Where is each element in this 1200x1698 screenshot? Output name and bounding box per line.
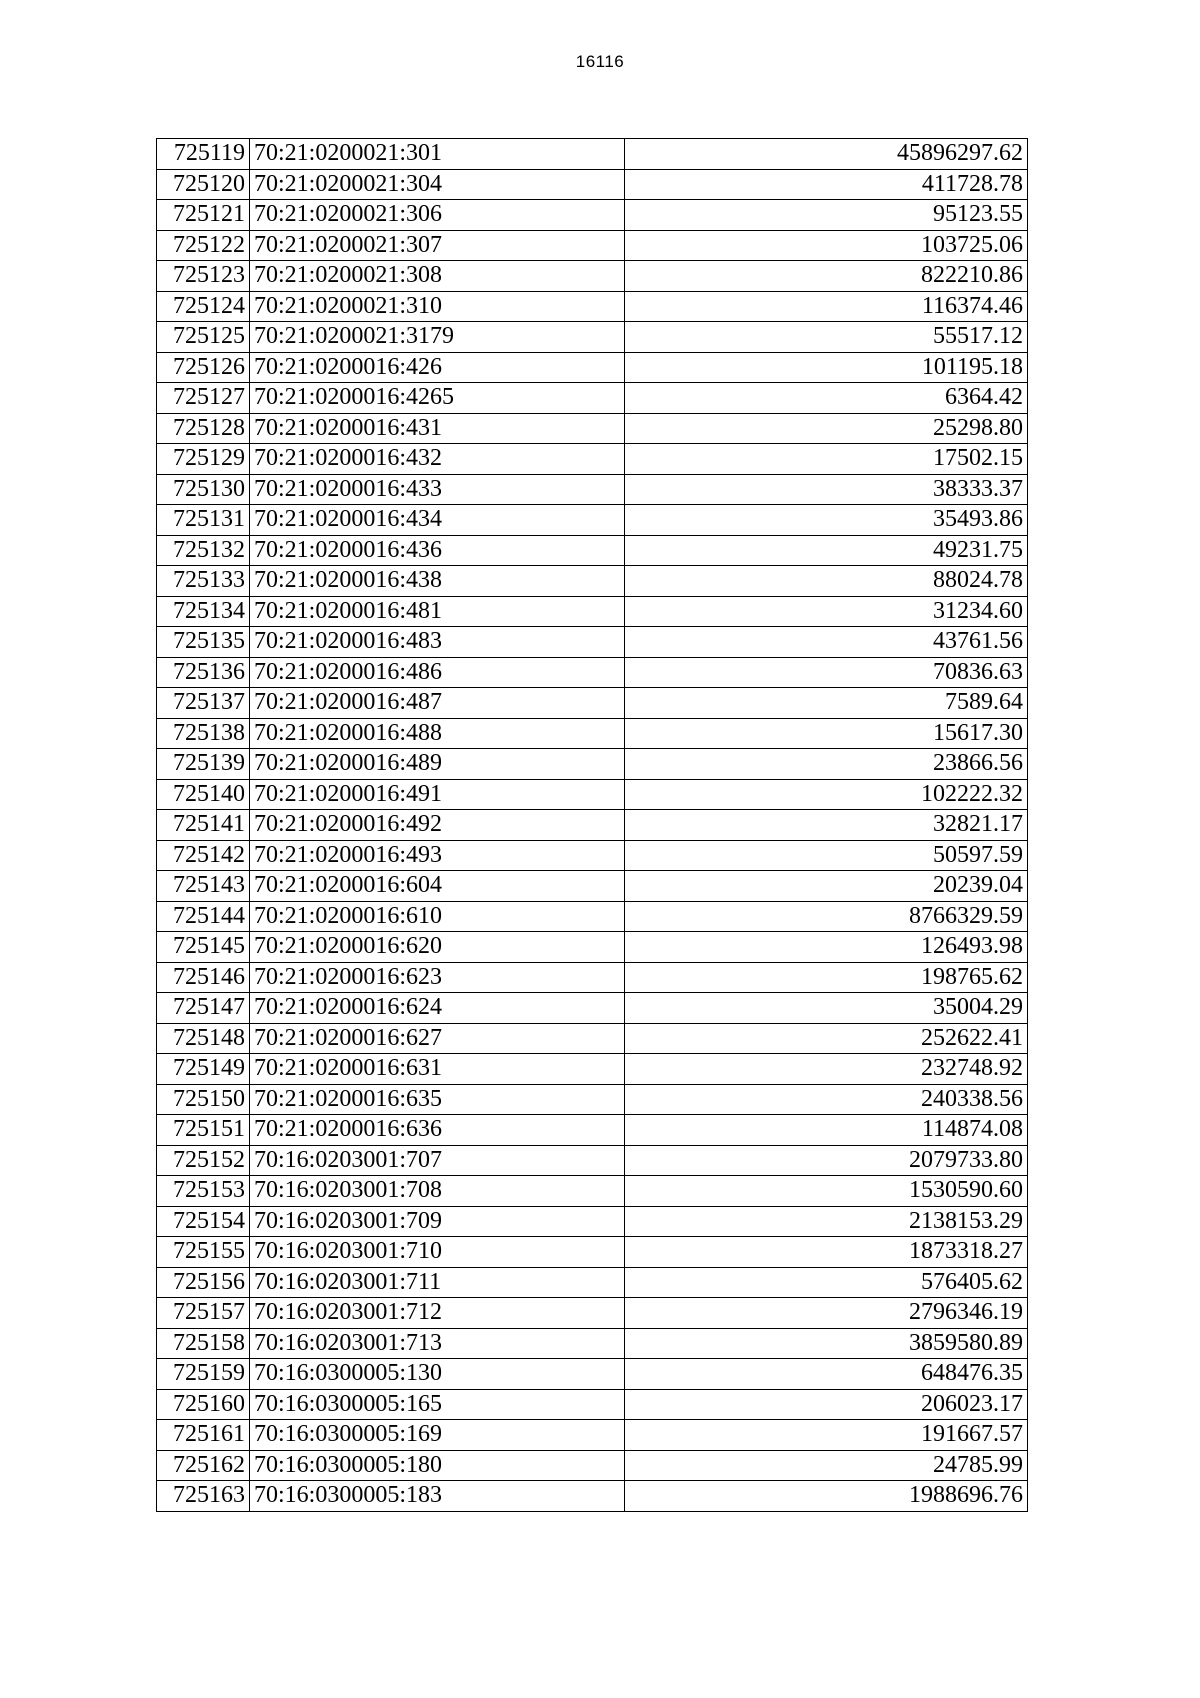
row-number-cell: 725129 — [157, 444, 250, 475]
cadastral-number-cell: 70:21:0200016:610 — [250, 901, 625, 932]
value-cell: 2138153.29 — [625, 1206, 1028, 1237]
cadastral-number-cell: 70:21:0200016:635 — [250, 1084, 625, 1115]
cadastral-number-cell: 70:21:0200016:489 — [250, 749, 625, 780]
cadastral-number-cell: 70:16:0203001:708 — [250, 1176, 625, 1207]
row-number-cell: 725162 — [157, 1450, 250, 1481]
value-cell: 95123.55 — [625, 200, 1028, 231]
table-row — [157, 261, 1028, 292]
row-number-cell: 725159 — [157, 1359, 250, 1390]
table-row — [157, 1237, 1028, 1268]
row-number-cell: 725146 — [157, 962, 250, 993]
page-number: 16116 — [575, 52, 625, 71]
value-cell: 648476.35 — [625, 1359, 1028, 1390]
table-row — [157, 169, 1028, 200]
value-cell: 103725.06 — [625, 230, 1028, 261]
table-row — [157, 1298, 1028, 1329]
cadastral-number-cell: 70:21:0200016:627 — [250, 1023, 625, 1054]
row-number-cell: 725133 — [157, 566, 250, 597]
table-row — [157, 596, 1028, 627]
cadastral-number-cell: 70:16:0300005:180 — [250, 1450, 625, 1481]
cadastral-number-cell: 70:16:0203001:710 — [250, 1237, 625, 1268]
cadastral-number-cell: 70:21:0200021:304 — [250, 169, 625, 200]
cadastral-number-cell: 70:16:0300005:169 — [250, 1420, 625, 1451]
table-row — [157, 474, 1028, 505]
row-number-cell: 725131 — [157, 505, 250, 536]
value-cell: 55517.12 — [625, 322, 1028, 353]
row-number-cell: 725145 — [157, 932, 250, 963]
value-cell: 15617.30 — [625, 718, 1028, 749]
value-cell: 822210.86 — [625, 261, 1028, 292]
value-cell: 35493.86 — [625, 505, 1028, 536]
table-row — [157, 383, 1028, 414]
value-cell: 240338.56 — [625, 1084, 1028, 1115]
cadastral-number-cell: 70:21:0200016:4265 — [250, 383, 625, 414]
table-row — [157, 505, 1028, 536]
cadastral-number-cell: 70:21:0200021:310 — [250, 291, 625, 322]
table-row — [157, 688, 1028, 719]
value-cell: 3859580.89 — [625, 1328, 1028, 1359]
cadastral-number-cell: 70:21:0200016:620 — [250, 932, 625, 963]
table-row — [157, 840, 1028, 871]
table-row — [157, 566, 1028, 597]
value-cell: 7589.64 — [625, 688, 1028, 719]
cadastral-number-cell: 70:16:0300005:130 — [250, 1359, 625, 1390]
value-cell: 101195.18 — [625, 352, 1028, 383]
table-row — [157, 444, 1028, 475]
value-cell: 43761.56 — [625, 627, 1028, 658]
table-row — [157, 1054, 1028, 1085]
row-number-cell: 725125 — [157, 322, 250, 353]
cadastral-number-cell: 70:21:0200016:487 — [250, 688, 625, 719]
cadastral-number-cell: 70:16:0203001:709 — [250, 1206, 625, 1237]
table-row — [157, 962, 1028, 993]
cadastral-number-cell: 70:21:0200021:307 — [250, 230, 625, 261]
value-cell: 411728.78 — [625, 169, 1028, 200]
cadastral-number-cell: 70:21:0200016:486 — [250, 657, 625, 688]
value-cell: 50597.59 — [625, 840, 1028, 871]
row-number-cell: 725126 — [157, 352, 250, 383]
cadastral-number-cell: 70:16:0203001:712 — [250, 1298, 625, 1329]
value-cell: 114874.08 — [625, 1115, 1028, 1146]
row-number-cell: 725141 — [157, 810, 250, 841]
row-number-cell: 725124 — [157, 291, 250, 322]
value-cell: 70836.63 — [625, 657, 1028, 688]
table-row — [157, 1145, 1028, 1176]
table-row — [157, 657, 1028, 688]
row-number-cell: 725149 — [157, 1054, 250, 1085]
row-number-cell: 725130 — [157, 474, 250, 505]
cadastral-number-cell: 70:21:0200016:488 — [250, 718, 625, 749]
row-number-cell: 725158 — [157, 1328, 250, 1359]
cadastral-number-cell: 70:16:0300005:183 — [250, 1481, 625, 1512]
value-cell: 252622.41 — [625, 1023, 1028, 1054]
table-row — [157, 1115, 1028, 1146]
value-cell: 25298.80 — [625, 413, 1028, 444]
table-row — [157, 352, 1028, 383]
cadastral-number-cell: 70:21:0200016:432 — [250, 444, 625, 475]
table-body — [157, 139, 1028, 1512]
cadastral-number-cell: 70:21:0200016:492 — [250, 810, 625, 841]
row-number-cell: 725156 — [157, 1267, 250, 1298]
row-number-cell: 725139 — [157, 749, 250, 780]
row-number-cell: 725157 — [157, 1298, 250, 1329]
table-row — [157, 871, 1028, 902]
table-row — [157, 901, 1028, 932]
row-number-cell: 725134 — [157, 596, 250, 627]
value-cell: 8766329.59 — [625, 901, 1028, 932]
row-number-cell: 725150 — [157, 1084, 250, 1115]
row-number-cell: 725137 — [157, 688, 250, 719]
table-row — [157, 1023, 1028, 1054]
value-cell: 45896297.62 — [625, 139, 1028, 170]
row-number-cell: 725132 — [157, 535, 250, 566]
cadastral-number-cell: 70:21:0200016:636 — [250, 1115, 625, 1146]
value-cell: 232748.92 — [625, 1054, 1028, 1085]
cadastral-number-cell: 70:16:0203001:707 — [250, 1145, 625, 1176]
row-number-cell: 725163 — [157, 1481, 250, 1512]
table-row — [157, 1481, 1028, 1512]
row-number-cell: 725154 — [157, 1206, 250, 1237]
table-row — [157, 1176, 1028, 1207]
cadastral-number-cell: 70:21:0200016:623 — [250, 962, 625, 993]
table-row — [157, 1206, 1028, 1237]
table-row — [157, 1389, 1028, 1420]
cadastral-number-cell: 70:21:0200021:301 — [250, 139, 625, 170]
cadastral-number-cell: 70:16:0300005:165 — [250, 1389, 625, 1420]
row-number-cell: 725153 — [157, 1176, 250, 1207]
row-number-cell: 725136 — [157, 657, 250, 688]
row-number-cell: 725121 — [157, 200, 250, 231]
table-row — [157, 200, 1028, 231]
cadastral-number-cell: 70:21:0200016:481 — [250, 596, 625, 627]
table-row — [157, 291, 1028, 322]
value-cell: 1873318.27 — [625, 1237, 1028, 1268]
row-number-cell: 725142 — [157, 840, 250, 871]
value-cell: 206023.17 — [625, 1389, 1028, 1420]
table-row — [157, 779, 1028, 810]
table-row — [157, 230, 1028, 261]
value-cell: 102222.32 — [625, 779, 1028, 810]
value-cell: 32821.17 — [625, 810, 1028, 841]
table-row — [157, 932, 1028, 963]
table-row — [157, 627, 1028, 658]
value-cell: 576405.62 — [625, 1267, 1028, 1298]
table-row — [157, 413, 1028, 444]
value-cell: 88024.78 — [625, 566, 1028, 597]
value-cell: 20239.04 — [625, 871, 1028, 902]
cadastral-number-cell: 70:21:0200016:491 — [250, 779, 625, 810]
table-row — [157, 1084, 1028, 1115]
value-cell: 6364.42 — [625, 383, 1028, 414]
value-cell: 17502.15 — [625, 444, 1028, 475]
table-row — [157, 1420, 1028, 1451]
table-row — [157, 535, 1028, 566]
row-number-cell: 725127 — [157, 383, 250, 414]
value-cell: 1530590.60 — [625, 1176, 1028, 1207]
row-number-cell: 725135 — [157, 627, 250, 658]
value-cell: 1988696.76 — [625, 1481, 1028, 1512]
cadastral-number-cell: 70:21:0200016:433 — [250, 474, 625, 505]
table-row — [157, 993, 1028, 1024]
row-number-cell: 725160 — [157, 1389, 250, 1420]
cadastral-number-cell: 70:21:0200016:631 — [250, 1054, 625, 1085]
table-row — [157, 139, 1028, 170]
value-cell: 198765.62 — [625, 962, 1028, 993]
cadastral-number-cell: 70:21:0200016:624 — [250, 993, 625, 1024]
table-row — [157, 749, 1028, 780]
table-row — [157, 718, 1028, 749]
value-cell: 35004.29 — [625, 993, 1028, 1024]
row-number-cell: 725122 — [157, 230, 250, 261]
cadastral-number-cell: 70:21:0200016:434 — [250, 505, 625, 536]
row-number-cell: 725143 — [157, 871, 250, 902]
value-cell: 23866.56 — [625, 749, 1028, 780]
table-row — [157, 1450, 1028, 1481]
row-number-cell: 725152 — [157, 1145, 250, 1176]
row-number-cell: 725140 — [157, 779, 250, 810]
row-number-cell: 725151 — [157, 1115, 250, 1146]
value-cell: 116374.46 — [625, 291, 1028, 322]
cadastral-number-cell: 70:21:0200016:426 — [250, 352, 625, 383]
value-cell: 2079733.80 — [625, 1145, 1028, 1176]
value-cell: 2796346.19 — [625, 1298, 1028, 1329]
value-cell: 49231.75 — [625, 535, 1028, 566]
table-row — [157, 322, 1028, 353]
cadastral-number-cell: 70:21:0200016:438 — [250, 566, 625, 597]
cadastral-number-cell: 70:21:0200021:3179 — [250, 322, 625, 353]
row-number-cell: 725119 — [157, 139, 250, 170]
row-number-cell: 725155 — [157, 1237, 250, 1268]
value-cell: 38333.37 — [625, 474, 1028, 505]
row-number-cell: 725148 — [157, 1023, 250, 1054]
cadastral-number-cell: 70:21:0200021:308 — [250, 261, 625, 292]
cadastral-number-cell: 70:21:0200016:431 — [250, 413, 625, 444]
cadastral-number-cell: 70:16:0203001:711 — [250, 1267, 625, 1298]
row-number-cell: 725120 — [157, 169, 250, 200]
table-row — [157, 1359, 1028, 1390]
row-number-cell: 725138 — [157, 718, 250, 749]
cadastral-number-cell: 70:16:0203001:713 — [250, 1328, 625, 1359]
cadastral-number-cell: 70:21:0200016:483 — [250, 627, 625, 658]
cadastral-number-cell: 70:21:0200016:436 — [250, 535, 625, 566]
table-row — [157, 1328, 1028, 1359]
cadastral-value-table — [156, 138, 1028, 1512]
row-number-cell: 725128 — [157, 413, 250, 444]
table-row — [157, 810, 1028, 841]
value-cell: 31234.60 — [625, 596, 1028, 627]
cadastral-number-cell: 70:21:0200021:306 — [250, 200, 625, 231]
value-cell: 191667.57 — [625, 1420, 1028, 1451]
row-number-cell: 725123 — [157, 261, 250, 292]
value-cell: 126493.98 — [625, 932, 1028, 963]
row-number-cell: 725147 — [157, 993, 250, 1024]
row-number-cell: 725144 — [157, 901, 250, 932]
cadastral-number-cell: 70:21:0200016:493 — [250, 840, 625, 871]
value-cell: 24785.99 — [625, 1450, 1028, 1481]
cadastral-number-cell: 70:21:0200016:604 — [250, 871, 625, 902]
row-number-cell: 725161 — [157, 1420, 250, 1451]
table-row — [157, 1267, 1028, 1298]
